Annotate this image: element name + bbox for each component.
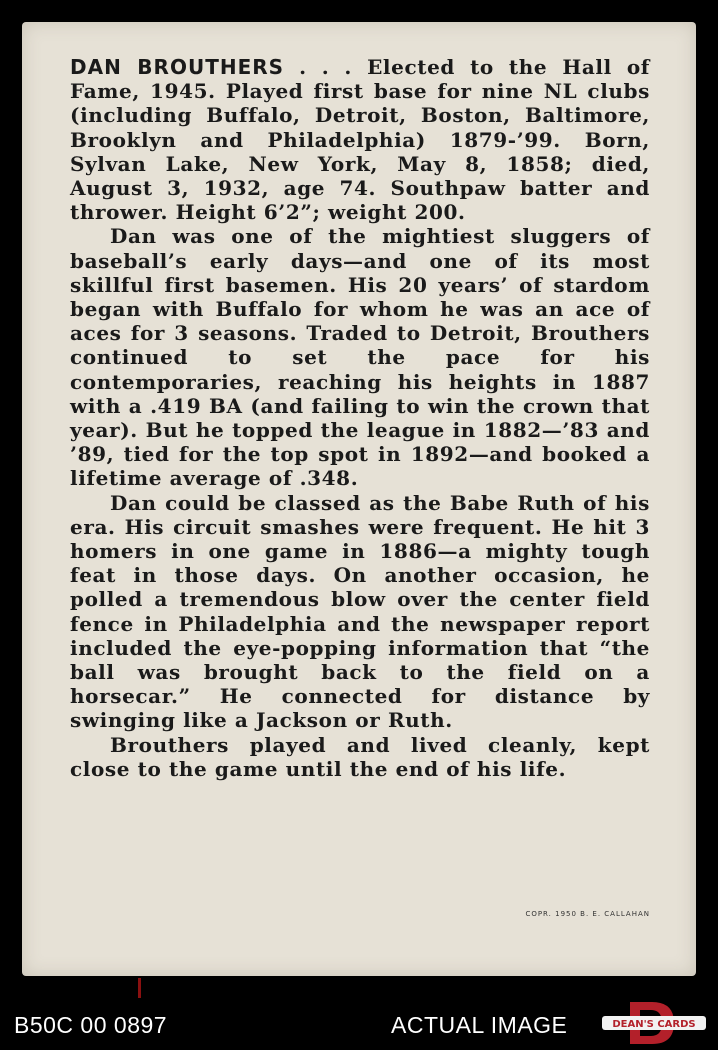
intro-text: . . . Elected to the Hall of Fame, 1945. Played first base for nine NL clubs (including Buffalo, Detroit, Boston, Baltimore, Brooklyn and Philadelphia) 1879-’99. Born, Sylvan Lake, New York, May 8, 1858; died, August 3, 1932, age 74. Southpaw batter and thrower. Height 6’2”; weight 200. — [70, 55, 651, 225]
card-text — [70, 55, 650, 781]
card-back — [22, 22, 696, 976]
paragraph-career: Dan was one of the mightiest sluggers of baseball’s early days—and one of its most skillful first basemen. His 20 years’ of stardom began with Buffalo for whom he was an ace of aces for 3 seasons. Traded to Detroit, Brouthers continued to set the pace for his contemporaries, reaching his heights in 1887 with a .419 BA (and failing to win the crown that year). But he topped the league in 1882—’83 and ’89, tied for the top spot in 1892—and booked a lifetime average of .348. — [70, 224, 650, 491]
footer-bar — [0, 998, 718, 1050]
intro-paragraph — [70, 55, 650, 224]
logo-text: DEAN'S CARDS — [612, 1019, 696, 1030]
paragraph-life: Brouthers played and lived cleanly, kept close to the game until the end of his life. — [70, 732, 650, 781]
deans-cards-logo-icon — [600, 1000, 708, 1046]
copyright-notice: COPR. 1950 B. E. CALLAHAN — [525, 910, 650, 918]
player-name: DAN BROUTHERS — [70, 55, 285, 79]
cert-id: B50C 00 0897 — [14, 1012, 168, 1038]
edge-mark — [138, 978, 141, 998]
actual-image-label: ACTUAL IMAGE — [391, 1012, 568, 1038]
paragraph-slugger: Dan could be classed as the Babe Ruth of his era. His circuit smashes were frequent. He hit 3 homers in one game in 1886—a mighty tough feat in those days. On another occasion, he polled a tremendous blow over the center field fence in Philadelphia and the newspaper report included the eye-popping information that “the ball was brought back to the field on a horsecar.” He connected for distance by swinging like a Jackson or Ruth. — [70, 490, 650, 733]
